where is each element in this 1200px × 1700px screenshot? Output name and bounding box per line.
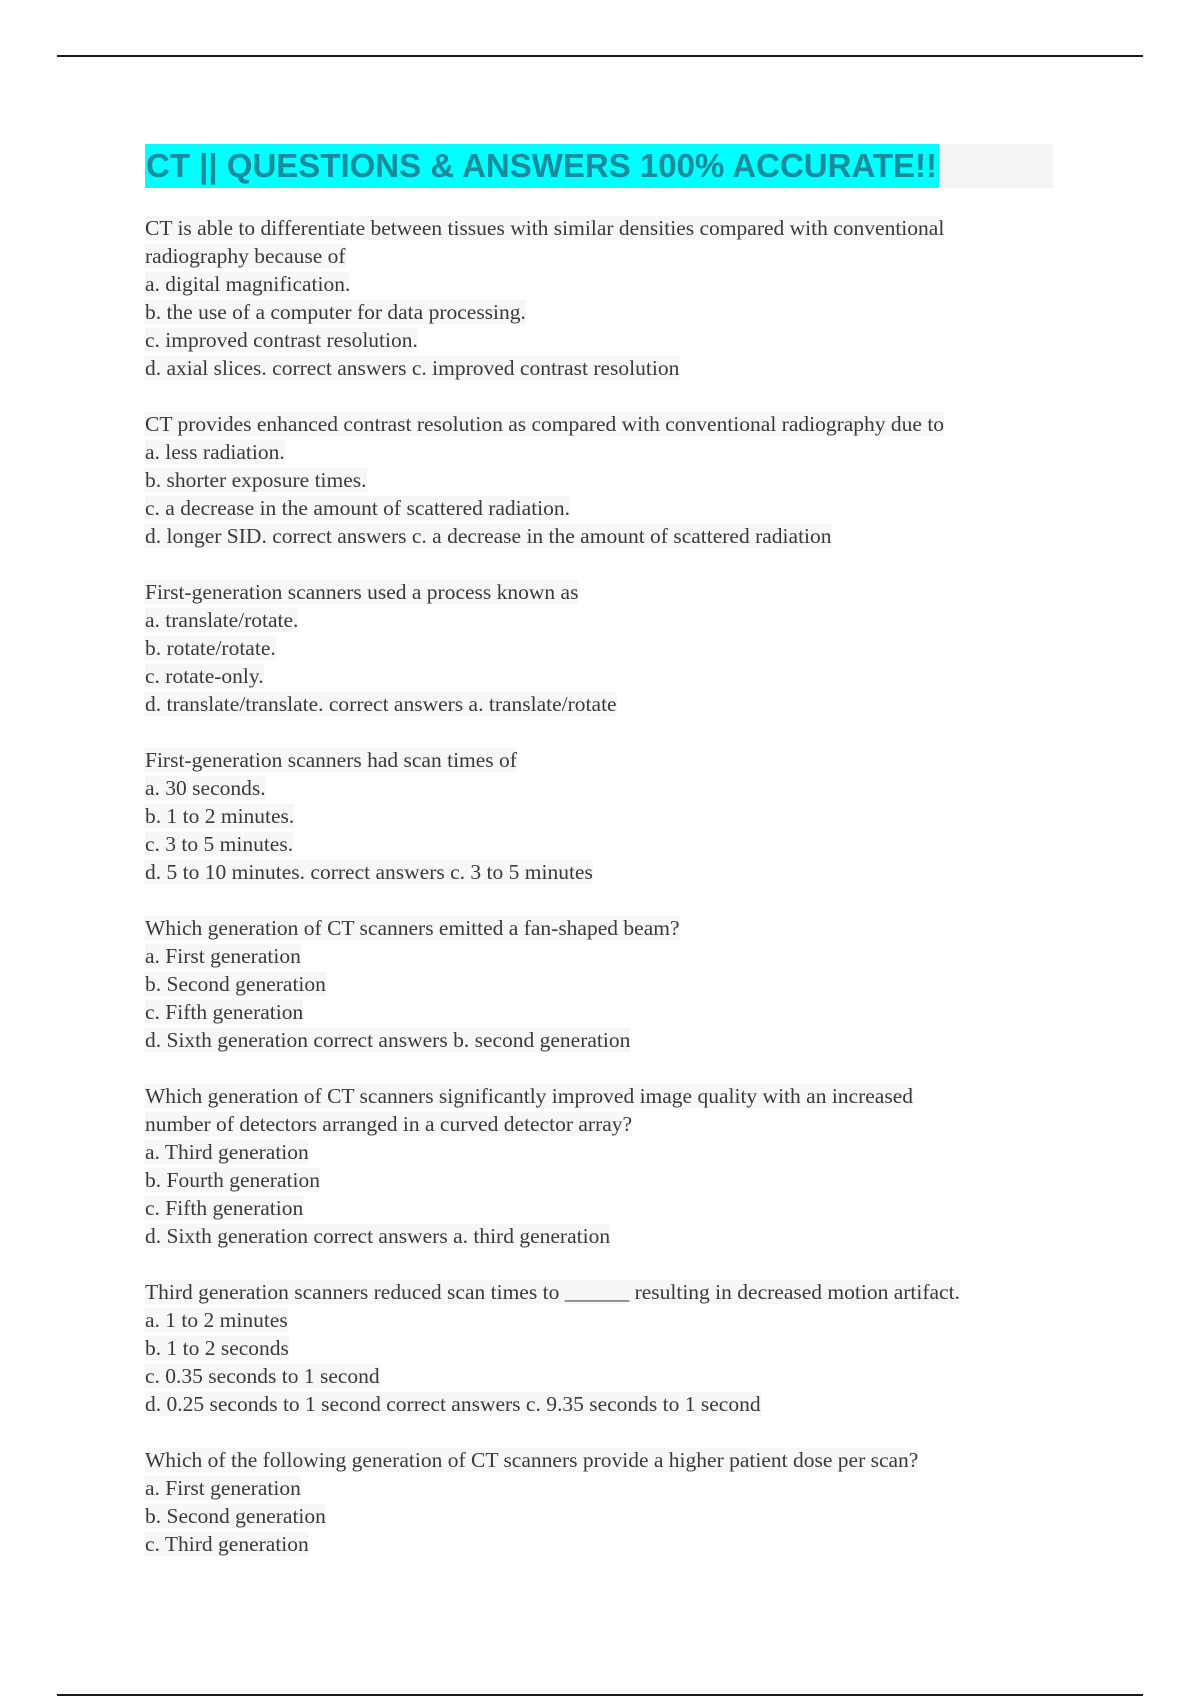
question-block [145, 1082, 1065, 1250]
question-line [145, 1138, 1065, 1166]
question-line [145, 1222, 1065, 1250]
line-text: number of detectors arranged in a curved detector array? [145, 1112, 633, 1136]
line-text: a. translate/rotate. [145, 608, 299, 632]
line-text: Which generation of CT scanners emitted a fan-shaped beam? [145, 916, 680, 940]
question-line [145, 774, 1065, 802]
line-text: a. Third generation [145, 1140, 309, 1164]
line-text: Third generation scanners reduced scan times to ______ resulting in decreased motion artifact. [145, 1280, 960, 1304]
question-block [145, 578, 1065, 718]
line-text: d. Sixth generation correct answers b. second generation [145, 1028, 631, 1052]
question-block [145, 1278, 1065, 1418]
line-text: c. rotate-only. [145, 664, 264, 688]
question-line [145, 466, 1065, 494]
question-block [145, 1446, 1065, 1558]
question-line [145, 1502, 1065, 1530]
line-text: b. Second generation [145, 972, 326, 996]
line-text: First-generation scanners had scan times of [145, 748, 517, 772]
title-bar [145, 144, 1053, 188]
line-text: b. 1 to 2 seconds [145, 1336, 289, 1360]
question-line [145, 1194, 1065, 1222]
line-text: radiography because of [145, 244, 346, 268]
line-text: a. digital magnification. [145, 272, 351, 296]
question-block [145, 914, 1065, 1054]
top-rule [57, 55, 1143, 57]
question-text-line [145, 1446, 1065, 1474]
question-line [145, 1334, 1065, 1362]
question-line [145, 1026, 1065, 1054]
question-line [145, 606, 1065, 634]
bottom-rule [57, 1694, 1143, 1696]
question-line [145, 1530, 1065, 1558]
question-line [145, 354, 1065, 382]
line-text: c. a decrease in the amount of scattered radiation. [145, 496, 571, 520]
question-line [145, 942, 1065, 970]
line-text: d. longer SID. correct answers c. a decrease in the amount of scattered radiation [145, 524, 832, 548]
line-text: a. 30 seconds. [145, 776, 266, 800]
question-line [145, 1474, 1065, 1502]
line-text: d. Sixth generation correct answers a. third generation [145, 1224, 611, 1248]
question-line [145, 326, 1065, 354]
line-text: b. Second generation [145, 1504, 326, 1528]
line-text: c. 0.35 seconds to 1 second [145, 1364, 380, 1388]
question-line [145, 802, 1065, 830]
question-text-line [145, 746, 1065, 774]
question-line [145, 1110, 1065, 1138]
line-text: a. First generation [145, 1476, 301, 1500]
question-line [145, 298, 1065, 326]
question-line [145, 998, 1065, 1026]
question-line [145, 830, 1065, 858]
question-line [145, 690, 1065, 718]
line-text: CT is able to differentiate between tissues with similar densities compared with conventional [145, 216, 945, 240]
question-line [145, 662, 1065, 690]
question-block [145, 746, 1065, 886]
line-text: d. translate/translate. correct answers a. translate/rotate [145, 692, 617, 716]
question-text-line [145, 1082, 1065, 1110]
question-text-line [145, 214, 1065, 242]
question-text-line [145, 410, 1065, 438]
line-text: First-generation scanners used a process known as [145, 580, 579, 604]
document-title: CT || QUESTIONS & ANSWERS 100% ACCURATE!! [145, 144, 939, 188]
line-text: CT provides enhanced contrast resolution as compared with conventional radiography due to [145, 412, 945, 436]
question-line [145, 634, 1065, 662]
question-line [145, 1362, 1065, 1390]
line-text: a. First generation [145, 944, 301, 968]
line-text: c. 3 to 5 minutes. [145, 832, 294, 856]
line-text: Which generation of CT scanners significantly improved image quality with an increased [145, 1084, 913, 1108]
line-text: c. Fifth generation [145, 1000, 304, 1024]
line-text: Which of the following generation of CT scanners provide a higher patient dose per scan? [145, 1448, 919, 1472]
question-line [145, 970, 1065, 998]
question-line [145, 1390, 1065, 1418]
line-text: a. less radiation. [145, 440, 285, 464]
line-text: b. the use of a computer for data processing. [145, 300, 526, 324]
line-text: a. 1 to 2 minutes [145, 1308, 288, 1332]
question-text-line [145, 1278, 1065, 1306]
question-line [145, 1306, 1065, 1334]
line-text: c. Fifth generation [145, 1196, 304, 1220]
question-line [145, 494, 1065, 522]
question-line [145, 1166, 1065, 1194]
question-line [145, 858, 1065, 886]
line-text: b. rotate/rotate. [145, 636, 276, 660]
question-line [145, 242, 1065, 270]
line-text: d. 5 to 10 minutes. correct answers c. 3 to 5 minutes [145, 860, 593, 884]
question-line [145, 522, 1065, 550]
document-body [145, 144, 1065, 1586]
line-text: b. Fourth generation [145, 1168, 320, 1192]
line-text: c. improved contrast resolution. [145, 328, 418, 352]
line-text: d. axial slices. correct answers c. improved contrast resolution [145, 356, 680, 380]
question-line [145, 438, 1065, 466]
question-text-line [145, 578, 1065, 606]
line-text: d. 0.25 seconds to 1 second correct answers c. 9.35 seconds to 1 second [145, 1392, 761, 1416]
question-line [145, 270, 1065, 298]
line-text: c. Third generation [145, 1532, 309, 1556]
question-block [145, 214, 1065, 382]
line-text: b. 1 to 2 minutes. [145, 804, 295, 828]
line-text: b. shorter exposure times. [145, 468, 367, 492]
question-text-line [145, 914, 1065, 942]
question-block [145, 410, 1065, 550]
question-list [145, 214, 1065, 1558]
